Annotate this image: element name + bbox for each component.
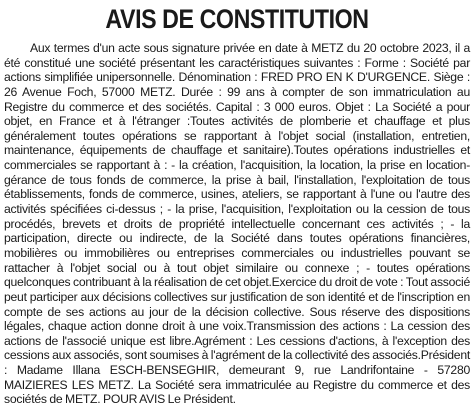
notice-title: AVIS DE CONSTITUTION [105,4,369,34]
notice-body: Aux termes d'un acte sous signature privée en date à METZ du 20 octobre 2023, il a été constitué une société présentant les caractéristiques suivantes : Forme : Société par actions simplifiée unipersonnelle. Dénomination : FRED PRO EN K D'URGENCE. Siège : 26 Avenue Foch, 57000 METZ. Durée : 99 ans à compter de son immatriculation au Registre du commerce et des sociétés. Capital : 3 000 euros. Objet : La Société a pour objet, en France et à l'étranger :Toutes activités de plomberie et chauffage et plus généralement toutes opérations se rapportant à l'objet social (installation, entretien, maintenance, équipements de chauffage et sanitaire).Toutes opérations industrielles et commerciales se rapportant à : - la création, l'acquisition, la location, la prise en location-gérance de tous fonds de commerce, la prise à bail, l'installation, l'exploitation de tous établissements, fonds de commerce, usines, ateliers, se rapportant à l'une ou l'autre des activités spécifiées ci-dessus ; - la prise, l'acquisition, l'exploitation ou la cession de tous procédés, brevets et droits de propriété intellectuelle concernant ces activités ; - la participation, directe ou indirecte, de la Société dans toutes opérations financières, mobilières ou immobilières ou entreprises commerciales ou industrielles pouvant se rattacher à l'objet social ou à tout objet similaire ou connexe ; - toutes opérations quelconques contribuant à la réalisation de cet objet.Exercice du droit de vote : Tout associé peut participer aux décisions collectives sur justification de son identité et de l'inscription en compte de ses actions au jour de la décision collective. Sous réserve des dispositions légales, chaque action donne droit à une voix.Transmission des actions : La cession des actions de l'associé unique est libre.Agrément : Les cessions d'actions, à l'exception des cessions aux associés, sont soumises à l'agrément de la collectivité des associés.Président : Madame Illana ESCH-BENSEGHIR, demeurant 9, rue Landrifontaine - 57280 MAIZIERES LES METZ. La Société sera immatriculée au Registre du commerce et des sociétés de METZ. POUR AVIS Le Président. [4,41,470,407]
